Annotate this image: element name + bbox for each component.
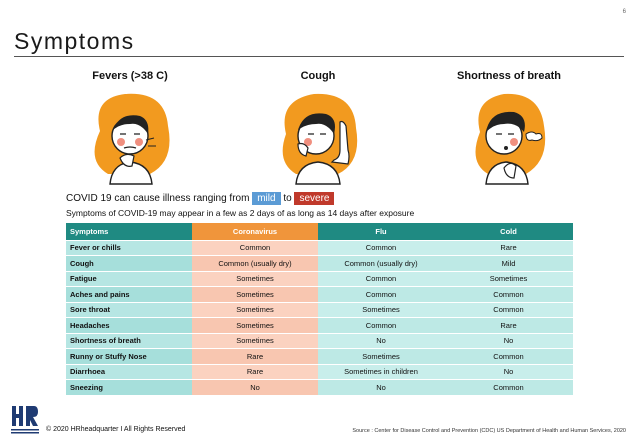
table-row <box>66 271 573 287</box>
coronavirus-cell: Sometimes <box>192 271 318 287</box>
table-row <box>66 349 573 365</box>
flu-cell: Common <box>318 271 444 287</box>
page-title: Symptoms <box>14 28 135 54</box>
symptom-cell: Headaches <box>66 318 192 334</box>
flu-cell: Common <box>318 287 444 303</box>
cold-cell: Common <box>444 349 573 365</box>
flu-cell: Common <box>318 240 444 256</box>
cold-cell: Common <box>444 380 573 396</box>
range-to: to <box>283 193 292 204</box>
symptom-comparison-table <box>66 223 573 396</box>
symptom-cell: Shortness of breath <box>66 333 192 349</box>
cough-person-icon <box>268 86 368 186</box>
cold-cell: Common <box>444 287 573 303</box>
table-row <box>66 302 573 318</box>
flu-cell: Sometimes <box>318 349 444 365</box>
table-row <box>66 364 573 380</box>
cold-cell: Common <box>444 302 573 318</box>
flu-cell: No <box>318 333 444 349</box>
coronavirus-cell: Common <box>192 240 318 256</box>
fever-person-icon <box>80 86 180 186</box>
symptom-cell: Sore throat <box>66 302 192 318</box>
source-citation: Source : Center for Disease Control and Prevention (CDC) US Department of Health and Human Services, 2020 <box>352 428 626 434</box>
symptom-cell: Diarrhoea <box>66 364 192 380</box>
title-divider <box>14 56 624 57</box>
coronavirus-cell: Rare <box>192 349 318 365</box>
flu-cell: Sometimes <box>318 302 444 318</box>
cold-cell: No <box>444 364 573 380</box>
symptom-label-cough: Cough <box>300 70 336 82</box>
flu-cell: Sometimes in children <box>318 364 444 380</box>
page-number: 6 <box>622 9 626 15</box>
symptom-cell: Aches and pains <box>66 287 192 303</box>
header-coronavirus: Coronavirus <box>192 223 318 240</box>
flu-cell: No <box>318 380 444 396</box>
symptom-cell: Fever or chills <box>66 240 192 256</box>
cold-cell: No <box>444 333 573 349</box>
cold-cell: Sometimes <box>444 271 573 287</box>
coronavirus-cell: Sometimes <box>192 333 318 349</box>
header-cold: Cold <box>444 223 573 240</box>
cold-cell: Rare <box>444 318 573 334</box>
coronavirus-cell: No <box>192 380 318 396</box>
hrheadquarter-logo <box>10 404 40 436</box>
symptom-cell: Cough <box>66 256 192 272</box>
copyright-text: © 2020 HRheadquarter I All Rights Reserved <box>46 426 186 433</box>
symptom-cell: Runny or Stuffy Nose <box>66 349 192 365</box>
flu-cell: Common (usually dry) <box>318 256 444 272</box>
header-flu: Flu <box>318 223 444 240</box>
symptom-cell: Fatigue <box>66 271 192 287</box>
table-row <box>66 318 573 334</box>
flu-cell: Common <box>318 318 444 334</box>
coronavirus-cell: Common (usually dry) <box>192 256 318 272</box>
symptom-cell: Sneezing <box>66 380 192 396</box>
table-row <box>66 287 573 303</box>
symptom-label-fever: Fevers (>38 C) <box>92 70 168 82</box>
cold-cell: Mild <box>444 256 573 272</box>
cold-cell: Rare <box>444 240 573 256</box>
coronavirus-cell: Sometimes <box>192 287 318 303</box>
table-row <box>66 333 573 349</box>
symptom-label-breath: Shortness of breath <box>457 70 561 82</box>
exposure-note: Symptoms of COVID-19 may appear in a few as 2 days of as long as 14 days after exposure <box>66 208 415 218</box>
coronavirus-cell: Sometimes <box>192 302 318 318</box>
range-prefix: COVID 19 can cause illness ranging from <box>66 193 250 204</box>
mild-badge: mild <box>252 192 280 205</box>
coronavirus-cell: Sometimes <box>192 318 318 334</box>
header-symptoms: Symptoms <box>66 223 192 240</box>
table-header-row <box>66 223 573 240</box>
table-row <box>66 240 573 256</box>
severe-badge: severe <box>294 192 334 205</box>
table-row <box>66 380 573 396</box>
breath-person-icon <box>458 86 558 186</box>
illness-range-line <box>66 192 334 205</box>
table-row <box>66 256 573 272</box>
coronavirus-cell: Rare <box>192 364 318 380</box>
